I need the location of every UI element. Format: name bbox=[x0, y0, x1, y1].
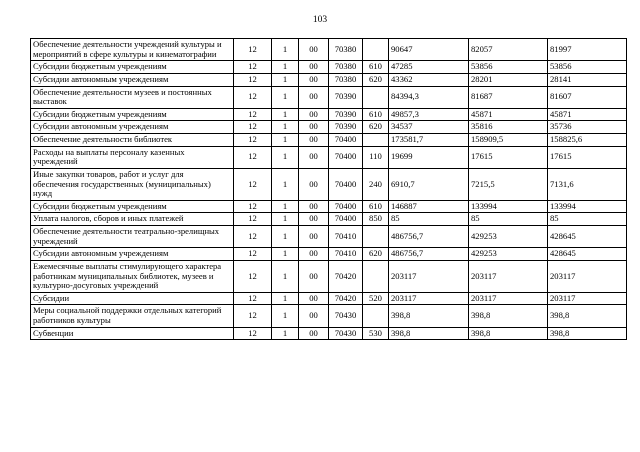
amount-year2-cell: 158909,5 bbox=[469, 134, 548, 147]
amount-year2-cell: 28201 bbox=[469, 73, 548, 86]
program-cell: 00 bbox=[299, 108, 329, 121]
amount-year2-cell: 203117 bbox=[469, 260, 548, 292]
program-cell: 00 bbox=[299, 86, 329, 108]
subsection-cell: 1 bbox=[272, 168, 299, 200]
target-article-cell: 70420 bbox=[329, 292, 363, 305]
program-cell: 00 bbox=[299, 168, 329, 200]
section-cell: 12 bbox=[234, 121, 272, 134]
program-cell: 00 bbox=[299, 73, 329, 86]
amount-year1-cell: 85 bbox=[389, 213, 469, 226]
expense-type-cell: 610 bbox=[363, 61, 389, 74]
program-cell: 00 bbox=[299, 292, 329, 305]
subsection-cell: 1 bbox=[272, 121, 299, 134]
program-cell: 00 bbox=[299, 61, 329, 74]
row-name-cell: Субсидии бюджетным учреждениям bbox=[31, 61, 234, 74]
target-article-cell: 70400 bbox=[329, 213, 363, 226]
table-row bbox=[31, 121, 627, 134]
program-cell: 00 bbox=[299, 200, 329, 213]
amount-year3-cell: 53856 bbox=[548, 61, 627, 74]
target-article-cell: 70380 bbox=[329, 39, 363, 61]
subsection-cell: 1 bbox=[272, 134, 299, 147]
amount-year2-cell: 53856 bbox=[469, 61, 548, 74]
table-row bbox=[31, 146, 627, 168]
expense-type-cell: 620 bbox=[363, 121, 389, 134]
row-name-cell: Субсидии автономным учреждениям bbox=[31, 248, 234, 261]
target-article-cell: 70420 bbox=[329, 260, 363, 292]
section-cell: 12 bbox=[234, 248, 272, 261]
target-article-cell: 70390 bbox=[329, 108, 363, 121]
table-row bbox=[31, 248, 627, 261]
section-cell: 12 bbox=[234, 108, 272, 121]
amount-year3-cell: 158825,6 bbox=[548, 134, 627, 147]
amount-year2-cell: 81687 bbox=[469, 86, 548, 108]
amount-year3-cell: 203117 bbox=[548, 260, 627, 292]
budget-table bbox=[30, 38, 627, 340]
amount-year2-cell: 7215,5 bbox=[469, 168, 548, 200]
expense-type-cell bbox=[363, 39, 389, 61]
amount-year1-cell: 6910,7 bbox=[389, 168, 469, 200]
section-cell: 12 bbox=[234, 134, 272, 147]
amount-year3-cell: 81607 bbox=[548, 86, 627, 108]
row-name-cell: Обеспечение деятельности библиотек bbox=[31, 134, 234, 147]
target-article-cell: 70400 bbox=[329, 134, 363, 147]
amount-year2-cell: 398,8 bbox=[469, 327, 548, 340]
row-name-cell: Обеспечение деятельности музеев и постоянных выставок bbox=[31, 86, 234, 108]
expense-type-cell bbox=[363, 86, 389, 108]
table-row bbox=[31, 213, 627, 226]
subsection-cell: 1 bbox=[272, 305, 299, 327]
section-cell: 12 bbox=[234, 168, 272, 200]
program-cell: 00 bbox=[299, 226, 329, 248]
subsection-cell: 1 bbox=[272, 200, 299, 213]
subsection-cell: 1 bbox=[272, 248, 299, 261]
table-row bbox=[31, 134, 627, 147]
amount-year1-cell: 34537 bbox=[389, 121, 469, 134]
expense-type-cell: 520 bbox=[363, 292, 389, 305]
table-row bbox=[31, 73, 627, 86]
amount-year1-cell: 43362 bbox=[389, 73, 469, 86]
subsection-cell: 1 bbox=[272, 86, 299, 108]
subsection-cell: 1 bbox=[272, 146, 299, 168]
subsection-cell: 1 bbox=[272, 61, 299, 74]
target-article-cell: 70400 bbox=[329, 146, 363, 168]
section-cell: 12 bbox=[234, 146, 272, 168]
expense-type-cell: 240 bbox=[363, 168, 389, 200]
table-row bbox=[31, 86, 627, 108]
section-cell: 12 bbox=[234, 200, 272, 213]
section-cell: 12 bbox=[234, 39, 272, 61]
amount-year1-cell: 486756,7 bbox=[389, 226, 469, 248]
program-cell: 00 bbox=[299, 260, 329, 292]
section-cell: 12 bbox=[234, 61, 272, 74]
program-cell: 00 bbox=[299, 248, 329, 261]
amount-year2-cell: 35816 bbox=[469, 121, 548, 134]
subsection-cell: 1 bbox=[272, 260, 299, 292]
row-name-cell: Обеспечение деятельности учреждений культуры и мероприятий в сфере культуры и кинематографии bbox=[31, 39, 234, 61]
section-cell: 12 bbox=[234, 260, 272, 292]
amount-year1-cell: 486756,7 bbox=[389, 248, 469, 261]
section-cell: 12 bbox=[234, 213, 272, 226]
row-name-cell: Меры социальной поддержки отдельных категорий работников культуры bbox=[31, 305, 234, 327]
target-article-cell: 70390 bbox=[329, 121, 363, 134]
section-cell: 12 bbox=[234, 86, 272, 108]
amount-year2-cell: 203117 bbox=[469, 292, 548, 305]
amount-year3-cell: 85 bbox=[548, 213, 627, 226]
amount-year2-cell: 82057 bbox=[469, 39, 548, 61]
subsection-cell: 1 bbox=[272, 226, 299, 248]
amount-year3-cell: 81997 bbox=[548, 39, 627, 61]
table-row bbox=[31, 108, 627, 121]
expense-type-cell bbox=[363, 134, 389, 147]
program-cell: 00 bbox=[299, 39, 329, 61]
expense-type-cell bbox=[363, 260, 389, 292]
subsection-cell: 1 bbox=[272, 213, 299, 226]
amount-year3-cell: 428645 bbox=[548, 248, 627, 261]
amount-year1-cell: 203117 bbox=[389, 292, 469, 305]
row-name-cell: Уплата налогов, сборов и иных платежей bbox=[31, 213, 234, 226]
subsection-cell: 1 bbox=[272, 327, 299, 340]
page-number: 103 bbox=[312, 15, 328, 25]
amount-year2-cell: 429253 bbox=[469, 226, 548, 248]
section-cell: 12 bbox=[234, 73, 272, 86]
program-cell: 00 bbox=[299, 327, 329, 340]
section-cell: 12 bbox=[234, 305, 272, 327]
table-row bbox=[31, 39, 627, 61]
amount-year1-cell: 19699 bbox=[389, 146, 469, 168]
row-name-cell: Субвенции bbox=[31, 327, 234, 340]
row-name-cell: Субсидии автономным учреждениям bbox=[31, 121, 234, 134]
program-cell: 00 bbox=[299, 305, 329, 327]
amount-year3-cell: 428645 bbox=[548, 226, 627, 248]
amount-year1-cell: 398,8 bbox=[389, 327, 469, 340]
table-row bbox=[31, 200, 627, 213]
row-name-cell: Субсидии бюджетным учреждениям bbox=[31, 200, 234, 213]
table-row bbox=[31, 168, 627, 200]
amount-year2-cell: 398,8 bbox=[469, 305, 548, 327]
amount-year3-cell: 398,8 bbox=[548, 327, 627, 340]
amount-year2-cell: 429253 bbox=[469, 248, 548, 261]
target-article-cell: 70430 bbox=[329, 327, 363, 340]
amount-year1-cell: 146887 bbox=[389, 200, 469, 213]
amount-year2-cell: 45871 bbox=[469, 108, 548, 121]
row-name-cell: Субсидии бюджетным учреждениям bbox=[31, 108, 234, 121]
section-cell: 12 bbox=[234, 226, 272, 248]
program-cell: 00 bbox=[299, 146, 329, 168]
amount-year1-cell: 84394,3 bbox=[389, 86, 469, 108]
amount-year2-cell: 85 bbox=[469, 213, 548, 226]
amount-year2-cell: 17615 bbox=[469, 146, 548, 168]
target-article-cell: 70400 bbox=[329, 168, 363, 200]
amount-year1-cell: 173581,7 bbox=[389, 134, 469, 147]
target-article-cell: 70390 bbox=[329, 86, 363, 108]
amount-year3-cell: 45871 bbox=[548, 108, 627, 121]
table-row bbox=[31, 305, 627, 327]
expense-type-cell: 850 bbox=[363, 213, 389, 226]
expense-type-cell: 610 bbox=[363, 200, 389, 213]
expense-type-cell bbox=[363, 305, 389, 327]
target-article-cell: 70400 bbox=[329, 200, 363, 213]
target-article-cell: 70410 bbox=[329, 226, 363, 248]
amount-year1-cell: 90647 bbox=[389, 39, 469, 61]
subsection-cell: 1 bbox=[272, 39, 299, 61]
target-article-cell: 70430 bbox=[329, 305, 363, 327]
target-article-cell: 70410 bbox=[329, 248, 363, 261]
row-name-cell: Обеспечение деятельности театрально-зрелищных учреждений bbox=[31, 226, 234, 248]
amount-year3-cell: 28141 bbox=[548, 73, 627, 86]
program-cell: 00 bbox=[299, 134, 329, 147]
amount-year3-cell: 35736 bbox=[548, 121, 627, 134]
expense-type-cell: 610 bbox=[363, 108, 389, 121]
expense-type-cell: 110 bbox=[363, 146, 389, 168]
amount-year3-cell: 203117 bbox=[548, 292, 627, 305]
table-row bbox=[31, 61, 627, 74]
expense-type-cell: 620 bbox=[363, 73, 389, 86]
target-article-cell: 70380 bbox=[329, 73, 363, 86]
subsection-cell: 1 bbox=[272, 292, 299, 305]
amount-year1-cell: 47285 bbox=[389, 61, 469, 74]
subsection-cell: 1 bbox=[272, 108, 299, 121]
amount-year3-cell: 133994 bbox=[548, 200, 627, 213]
amount-year3-cell: 398,8 bbox=[548, 305, 627, 327]
row-name-cell: Расходы на выплаты персоналу казенных учреждений bbox=[31, 146, 234, 168]
amount-year3-cell: 7131,6 bbox=[548, 168, 627, 200]
target-article-cell: 70380 bbox=[329, 61, 363, 74]
expense-type-cell: 620 bbox=[363, 248, 389, 261]
amount-year1-cell: 49857,3 bbox=[389, 108, 469, 121]
expense-type-cell bbox=[363, 226, 389, 248]
table-row bbox=[31, 292, 627, 305]
amount-year3-cell: 17615 bbox=[548, 146, 627, 168]
program-cell: 00 bbox=[299, 213, 329, 226]
table-row bbox=[31, 260, 627, 292]
amount-year1-cell: 203117 bbox=[389, 260, 469, 292]
amount-year1-cell: 398,8 bbox=[389, 305, 469, 327]
section-cell: 12 bbox=[234, 327, 272, 340]
program-cell: 00 bbox=[299, 121, 329, 134]
row-name-cell: Ежемесячные выплаты стимулирующего характера работникам муниципальных библиотек, музеев и культурно-досуговых учреждений bbox=[31, 260, 234, 292]
table-row bbox=[31, 226, 627, 248]
row-name-cell: Субсидии автономным учреждениям bbox=[31, 73, 234, 86]
section-cell: 12 bbox=[234, 292, 272, 305]
subsection-cell: 1 bbox=[272, 73, 299, 86]
row-name-cell: Иные закупки товаров, работ и услуг для обеспечения государственных (муниципальных) нужд bbox=[31, 168, 234, 200]
amount-year2-cell: 133994 bbox=[469, 200, 548, 213]
table-body bbox=[31, 39, 627, 340]
table-row bbox=[31, 327, 627, 340]
row-name-cell: Субсидии bbox=[31, 292, 234, 305]
expense-type-cell: 530 bbox=[363, 327, 389, 340]
